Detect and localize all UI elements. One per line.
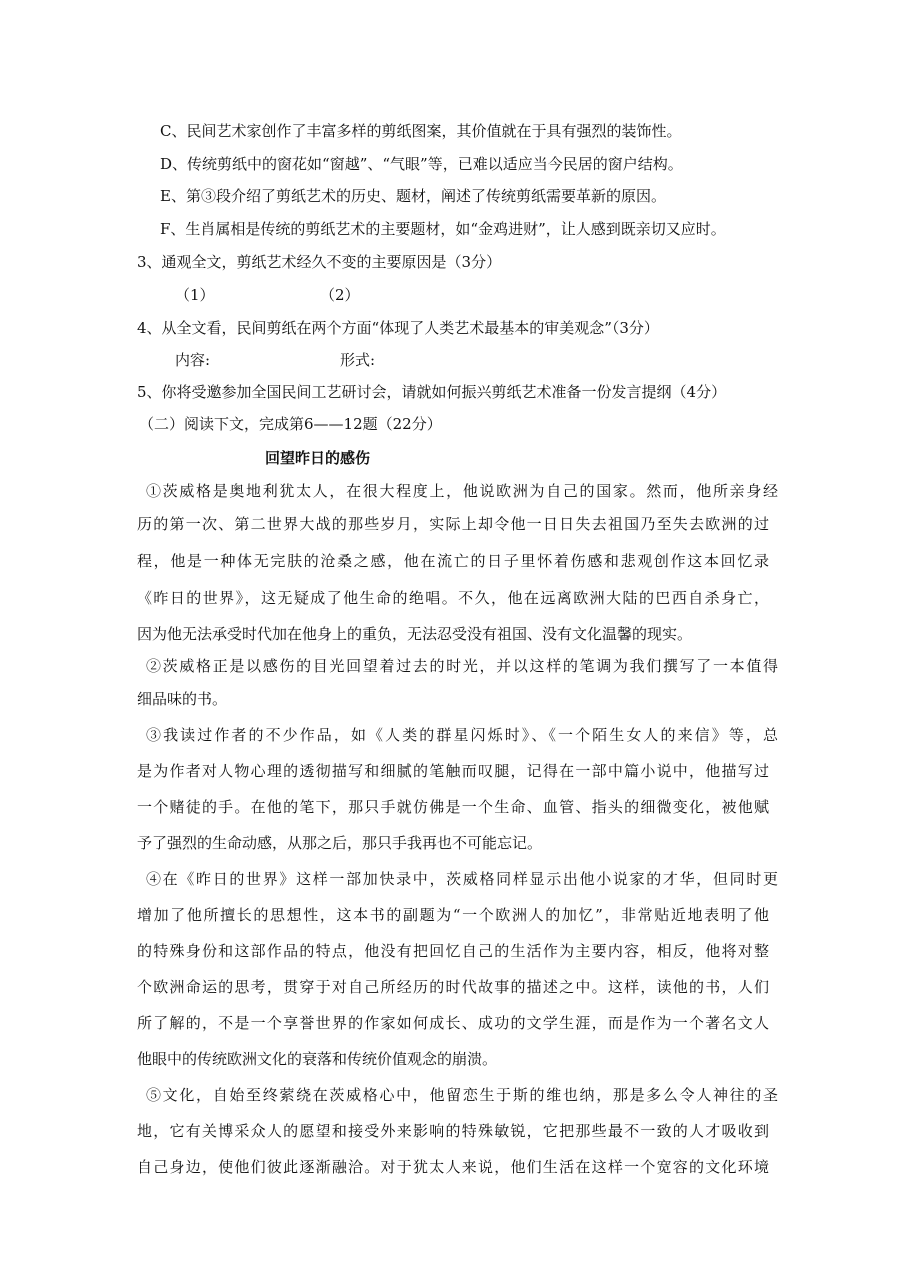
q4-blank-form: 形式:	[340, 351, 376, 369]
article-line: ⑤文化，自始至终萦绕在茨威格心中，他留恋生于斯的维也纳，那是多么令人神往的圣	[146, 1086, 778, 1104]
article-line: 一个赌徒的手。在他的笔下，那只手就仿佛是一个生命、血管、指头的细微变化，被他赋	[137, 798, 769, 816]
option-c: C、民间艺术家创作了丰富多样的剪纸图案，其价值就在于具有强烈的装饰性。	[160, 122, 682, 140]
question-4: 4、从全文看，民间剪纸在两个方面“体现了人类艺术最基本的审美观念”（3分）	[137, 319, 659, 337]
q3-blank-2: （2）	[320, 286, 360, 304]
article-line: 自己身边，使他们彼此逐渐融洽。对于犹太人来说，他们生活在这样一个宽容的文化环境	[137, 1158, 769, 1176]
article-line: 增加了他所擅长的思想性，这本书的副题为“一个欧洲人的加忆”，非常贴近地表明了他	[137, 906, 769, 924]
article-line: 因为他无法承受时代加在他身上的重负，无法忍受没有祖国、没有文化温馨的现实。	[137, 625, 693, 643]
article-line: 细品味的书。	[137, 690, 228, 708]
q3-blank-1: （1）	[175, 286, 215, 304]
article-line: 他眼中的传统欧洲文化的衰落和传统价值观念的崩溃。	[137, 1050, 498, 1068]
article-title: 回望昨日的感伤	[265, 449, 371, 467]
article-line: 历的第一次、第二世界大战的那些岁月，实际上却令他一日日失去祖国乃至失去欧洲的过	[137, 515, 769, 533]
section-2-heading: （二）阅读下文，完成第6——12题（22分）	[139, 415, 442, 433]
option-f: F、生肖属相是传统的剪纸艺术的主要题材，如“金鸡进财”，让人感到既亲切又应时。	[160, 220, 726, 238]
article-line: 所了解的，不是一个享誉世界的作家如何成长、成功的文学生涯，而是作为一个著名文人	[137, 1014, 769, 1032]
question-3: 3、通观全文，剪纸艺术经久不变的主要原因是（3分）	[137, 253, 502, 271]
article-line: 程，他是一种体无完肤的沧桑之感，他在流亡的日子里怀着伤感和悲观创作这本回忆录	[137, 552, 769, 570]
article-line: 予了强烈的生命动感，从那之后，那只手我再也不可能忘记。	[137, 834, 543, 852]
article-line: 的特殊身份和这部作品的特点，他没有把回忆自己的生活作为主要内容，相反，他将对整	[137, 942, 769, 960]
article-line: 是为作者对人物心理的透彻描写和细腻的笔触而叹腿，记得在一部中篇小说中，他描写过	[137, 762, 769, 780]
article-line: 《昨日的世界》，这无疑成了他生命的绝唱。不久，他在远离欧洲大陆的巴西自杀身亡，	[137, 589, 769, 607]
option-e: E、第③段介绍了剪纸艺术的历史、题材，阐述了传统剪纸需要革新的原因。	[160, 187, 666, 205]
q4-blank-content: 内容:	[175, 351, 211, 369]
article-line: ②茨威格正是以感伤的目光回望着过去的时光，并以这样的笔调为我们撰写了一本值得	[146, 657, 778, 675]
option-d: D、传统剪纸中的窗花如“窗越”、“气眼”等，已难以适应当今民居的窗户结构。	[160, 155, 683, 173]
question-5: 5、你将受邀参加全国民间工艺研讨会，请就如何振兴剪纸艺术准备一份发言提纲（4分）	[137, 383, 727, 401]
article-line: ①茨威格是奥地利犹太人，在很大程度上，他说欧洲为自己的国家。然而，他所亲身经	[146, 482, 778, 500]
article-line: ③我读过作者的不少作品，如《人类的群星闪烁时》、《一个陌生女人的来信》等，总	[146, 726, 778, 744]
article-line: 个欧洲命运的思考，贯穿于对自己所经历的时代故事的描述之中。这样，读他的书，人们	[137, 978, 769, 996]
article-line: 地，它有关博采众人的愿望和接受外来影响的特殊敏锐，它把那些最不一致的人才吸收到	[137, 1122, 769, 1140]
article-line: ④在《昨日的世界》这样一部加快录中，茨威格同样显示出他小说家的才华，但同时更	[146, 870, 778, 888]
